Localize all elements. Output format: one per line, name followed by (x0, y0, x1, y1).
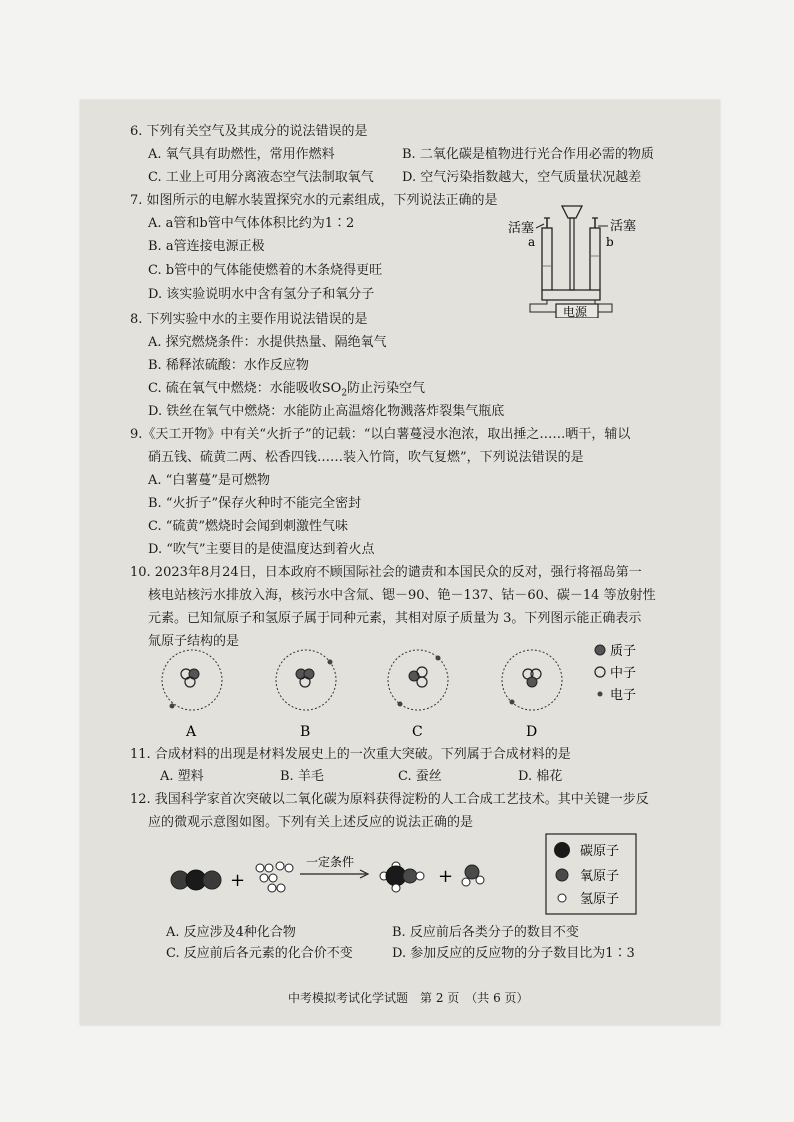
atom-label-b: B (300, 724, 311, 740)
water-molecule (462, 865, 484, 886)
proton-icon (527, 677, 537, 687)
q7-option-a: A. a管和b管中气体体积比约为1∶2 (148, 216, 355, 231)
q7-option-d: D. 该实验说明水中含有氢分子和氧分子 (148, 287, 375, 302)
q8-option-b: B. 稀释浓硫酸：水作反应物 (148, 358, 309, 373)
q9-option-d: D. “吹气”主要目的是使温度达到着火点 (148, 542, 375, 557)
legend-electron: 电子 (610, 688, 637, 703)
electron-legend-icon (598, 692, 603, 697)
q12-option-a: A. 反应涉及4种化合物 (166, 925, 296, 940)
q9-stem-line2: 硝五钱、硫黄二两、松香四钱……装入竹筒，吹气复燃”，下列说法错误的是 (148, 450, 584, 465)
valve-right-label: 活塞 (610, 219, 637, 234)
legend-oxygen: 氧原子 (580, 869, 620, 884)
q9-option-a: A. “白薯蔓”是可燃物 (148, 473, 270, 488)
q12-stem-line1: 12. 我国科学家首次突破以二氧化碳为原料获得淀粉的人工合成工艺技术。其中关键一步反 (130, 792, 649, 807)
atom-label-c: C (412, 724, 423, 740)
q9-option-b: B. “火折子”保存火种时不能完全密封 (148, 496, 362, 511)
q8-option-a: A. 探究燃烧条件：水提供热量、隔绝氧气 (148, 335, 387, 350)
q12-option-c: C. 反应前后各元素的化合价不变 (166, 946, 353, 961)
reaction-condition-label: 一定条件 (306, 855, 355, 869)
q10-stem-line4: 氚原子结构的是 (148, 634, 240, 649)
neutron-legend-icon (595, 667, 605, 677)
electrolysis-apparatus-figure (500, 196, 650, 318)
legend-neutron: 中子 (610, 666, 637, 681)
q7-stem: 7. 如图所示的电解水装置探究水的元素组成，下列说法正确的是 (130, 193, 498, 208)
q6-option-a: A. 氧气具有助燃性，常用作燃料 (148, 147, 335, 162)
q11-stem: 11. 合成材料的出现是材料发展史上的一次重大突破。下列属于合成材料的是 (130, 747, 571, 762)
legend-proton: 质子 (610, 644, 637, 659)
oxygen-atom-icon (556, 869, 568, 881)
electron-icon (436, 656, 441, 661)
q12-reaction-diagram (160, 832, 640, 922)
q10-stem-line2: 核电站核污水排放入海，核污水中含氚、锶－90、铯－137、钴－60、碳－14 等放射性 (148, 588, 656, 603)
q8-option-c (148, 381, 425, 402)
q10-atom-diagrams (150, 636, 650, 740)
q6-stem: 6. 下列有关空气及其成分的说法错误的是 (130, 124, 368, 139)
methanol-molecule (380, 862, 424, 892)
carbon-atom-icon (554, 842, 570, 858)
q12-legend (546, 834, 636, 914)
q11-option-c: C. 蚕丝 (398, 769, 442, 784)
neutron-icon (300, 677, 310, 687)
q12-option-d: D. 参加反应的反应物的分子数目比为1∶3 (392, 946, 635, 961)
legend-carbon: 碳原子 (580, 844, 620, 859)
plus-sign-1: + (230, 870, 246, 891)
q10-stem-line1: 10. 2023年8月24日，日本政府不顾国际社会的谴责和本国民众的反对，强行将福岛第一 (130, 565, 642, 580)
q8-option-d: D. 铁丝在氧气中燃烧：水能防止高温熔化物溅落炸裂集气瓶底 (148, 404, 505, 419)
q12-option-b: B. 反应前后各类分子的数目不变 (392, 925, 579, 940)
q6-option-d: D. 空气污染指数越大，空气质量状况越差 (402, 170, 642, 185)
neutron-icon (417, 667, 427, 677)
h2-molecules (256, 862, 293, 892)
q8-option-c-subscript: 2 (341, 388, 348, 399)
electron-icon (328, 660, 333, 665)
q10-stem-line3: 元素。已知氚原子和氢原子属于同种元素，其相对原子质量为 3。下列图示能正确表示 (148, 611, 642, 626)
q9-stem-line1: 9.《天工开物》中有关“火折子”的记载：“以白薯蔓浸水泡浓，取出捶之……晒干，辅以 (130, 427, 631, 442)
tube-a-label: a (528, 235, 536, 249)
atom-option-d (502, 650, 562, 740)
page-footer: 中考模拟考试化学试题 第 2 页 （共 6 页） (288, 991, 529, 1005)
q6-option-c: C. 工业上可用分离液态空气法制取氧气 (148, 170, 374, 185)
q7-option-c: C. b管中的气体能使燃着的木条烧得更旺 (148, 263, 383, 278)
q11-option-d: D. 棉花 (518, 769, 563, 784)
electron-icon (170, 704, 175, 709)
legend-hydrogen: 氢原子 (580, 892, 620, 907)
power-supply-label: 电源 (563, 305, 588, 318)
q8-stem: 8. 下列实验中水的主要作用说法错误的是 (130, 312, 368, 327)
proton-legend-icon (595, 645, 605, 655)
atom-label-a: A (186, 724, 197, 740)
atom-option-a (162, 650, 222, 740)
co2-molecule (171, 870, 221, 890)
q7-option-b: B. a管连接电源正极 (148, 239, 265, 254)
q11-option-a: A. 塑料 (160, 769, 204, 784)
valve-left-label: 活塞 (508, 221, 535, 236)
atom-label-d: D (526, 724, 538, 740)
electron-icon (510, 700, 515, 705)
neutron-icon (185, 677, 195, 687)
q12-stem-line2: 应的微观示意图如图。下列有关上述反应的说法正确的是 (148, 815, 474, 830)
q11-option-b: B. 羊毛 (280, 769, 324, 784)
atom-option-b (276, 650, 336, 740)
tube-b-label: b (606, 235, 614, 249)
atom-option-c (388, 650, 448, 740)
q8-option-c-pre: C. 硫在氧气中燃烧：水能吸收SO (148, 381, 342, 396)
q8-option-c-post: 防止污染空气 (347, 381, 426, 396)
q10-legend (595, 644, 636, 703)
hydrogen-atom-icon (558, 894, 566, 902)
neutron-icon (417, 677, 427, 687)
q6-option-b: B. 二氧化碳是植物进行光合作用必需的物质 (402, 147, 654, 162)
plus-sign-2: + (438, 866, 454, 887)
q9-option-c: C. “硫黄”燃烧时会闻到刺激性气味 (148, 519, 349, 534)
electron-icon (398, 702, 403, 707)
